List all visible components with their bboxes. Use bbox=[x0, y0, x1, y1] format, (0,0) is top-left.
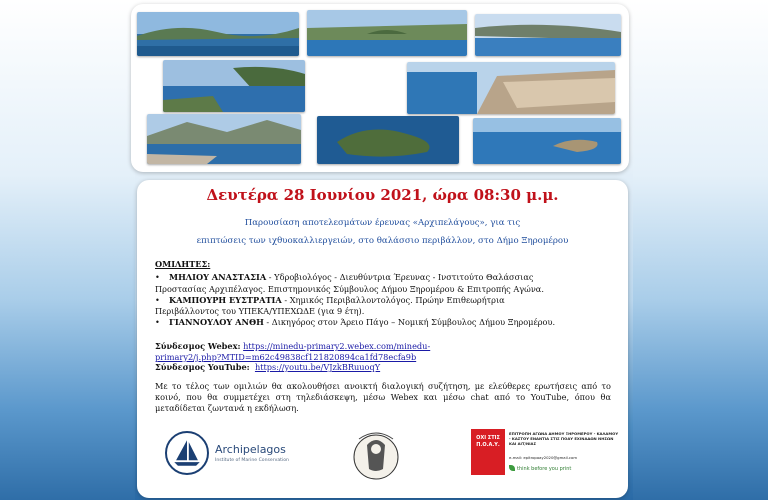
speaker-role-cont: Προστασίας Αρχιπέλαγος. Επιστημονικός Σύμβουλος Δήμου Ξηρομέρου & Επιτροπής Αγώνα. bbox=[155, 283, 544, 294]
speaker-name: ΚΑΜΠΟΥΡΗ ΕΥΣΤΡΑΤΙΑ bbox=[169, 294, 282, 305]
speaker-role-cont: Περιβάλλοντος του ΥΠΕΚΑ/ΥΠΕΧΩΔΕ (για 9 έτη). bbox=[155, 306, 365, 317]
photo-lake bbox=[163, 60, 305, 112]
bullet-icon: • bbox=[155, 294, 160, 305]
think-text: think before you print bbox=[517, 466, 572, 472]
speaker-name: ΜΗΛΙΟΥ ΑΝΑΣΤΑΣΙΑ bbox=[169, 272, 267, 283]
photo-collage bbox=[131, 4, 629, 172]
committee-name: ΕΠΙΤΡΟΠΗ ΑΓΩΝΑ ΔΗΜΟΥ ΞΗΡΟΜΕΡΟΥ - ΚΑΛΑΜΟΥ - ΚΑΣΤΟΥ ΕΝΑΝΤΙΑ ΣΤΙΣ ΠΟΑΥ ΕΧΙΝΑΔΩΝ ΝΗΣΩΝ ΚΑΙ ΑΙΤ/ΝΙΑΣ bbox=[509, 431, 619, 446]
photo-bay-2 bbox=[307, 10, 467, 56]
speaker-role: - Χημικός Περιβαλλοντολόγος. Πρώην Επιθεωρήτρια bbox=[281, 294, 505, 305]
logos-row bbox=[137, 425, 628, 495]
event-date-headline: Δευτέρα 28 Ιουνίου 2021, ώρα 08:30 μ.μ. bbox=[206, 186, 559, 204]
think-before-print bbox=[509, 465, 571, 472]
speaker-item bbox=[155, 295, 613, 318]
committee-email: e-mail: epitropoay2020@gmail.com bbox=[509, 455, 578, 460]
speaker-item bbox=[155, 272, 613, 295]
municipality-seal-icon bbox=[349, 425, 403, 483]
bullet-icon: • bbox=[155, 317, 160, 328]
committee-logo bbox=[471, 427, 621, 489]
leaf-icon bbox=[509, 465, 515, 471]
photo-town bbox=[407, 62, 615, 114]
speaker-item bbox=[155, 317, 613, 328]
bullet-icon: • bbox=[155, 272, 160, 283]
speaker-name: ΓΙΑΝΝΟΥΛΟΥ ΑΝΘΗ bbox=[169, 317, 264, 328]
webex-label: Σύνδεσμος Webex: bbox=[155, 341, 241, 351]
photo-island-sea bbox=[473, 118, 621, 164]
speaker-role: - Υδροβιολόγος - Διευθύντρια Έρευνας - Ινστιτούτο Θαλάσσιας bbox=[266, 272, 534, 283]
webex-link-cont[interactable]: primary2/j.php?MTID=m62c49838cf121820894ca1fd78ecfa9b bbox=[155, 351, 417, 362]
youtube-label: Σύνδεσμος YouTube: bbox=[155, 362, 250, 372]
subtitle-line-2: επιπτώσεις των ιχθυοκαλλιεργειών, στο θαλάσσιο περιβάλλον, στο Δήμο Ξηρομέρου bbox=[196, 236, 569, 246]
sea-background-right bbox=[633, 0, 768, 500]
event-document bbox=[137, 180, 628, 498]
photo-island-aerial bbox=[317, 116, 459, 164]
youtube-link[interactable]: https://youtu.be/VJzkBRuuoqY bbox=[254, 362, 381, 372]
archipelagos-tagline: Institute of Marine Conservation bbox=[215, 458, 289, 463]
speakers-section bbox=[155, 259, 613, 329]
closing-paragraph: Με το τέλος των ομιλιών θα ακολουθήσει ανοικτή διαλογική συζήτηση, με ελεύθερες ερωτήσεις από το κοινό, που θα συμμετέχει στη τηλεδιάσκεψη, μέσω Webex και μέσω chat από το YouTube, όπου θα μεταδίδεται ζωντανά η εκδήλωση. bbox=[155, 381, 611, 413]
photo-bay-3 bbox=[475, 14, 621, 56]
sea-background-left bbox=[0, 0, 135, 500]
photo-mountain-coast bbox=[147, 114, 301, 164]
speakers-heading: ΟΜΙΛΗΤΕΣ: bbox=[155, 259, 211, 269]
photo-bay-1 bbox=[137, 12, 299, 56]
webex-link[interactable]: https://minedu-primary2.webex.com/minedu- bbox=[243, 341, 431, 351]
archipelagos-name: Archipelagos bbox=[215, 443, 286, 456]
sailboat-icon bbox=[165, 431, 209, 475]
archipelagos-logo bbox=[165, 431, 305, 483]
links-section bbox=[155, 341, 613, 373]
committee-badge: ΟΧΙ ΣΤΙΣ Π.Ο.Α.Υ. bbox=[471, 429, 505, 475]
subtitle-line-1: Παρουσίαση αποτελεσμάτων έρευνας «Αρχιπελάγους», για τις bbox=[244, 218, 521, 228]
speaker-role: - Δικηγόρος στον Άρειο Πάγο – Νομική Σύμβουλος Δήμου Ξηρομέρου. bbox=[263, 317, 556, 328]
